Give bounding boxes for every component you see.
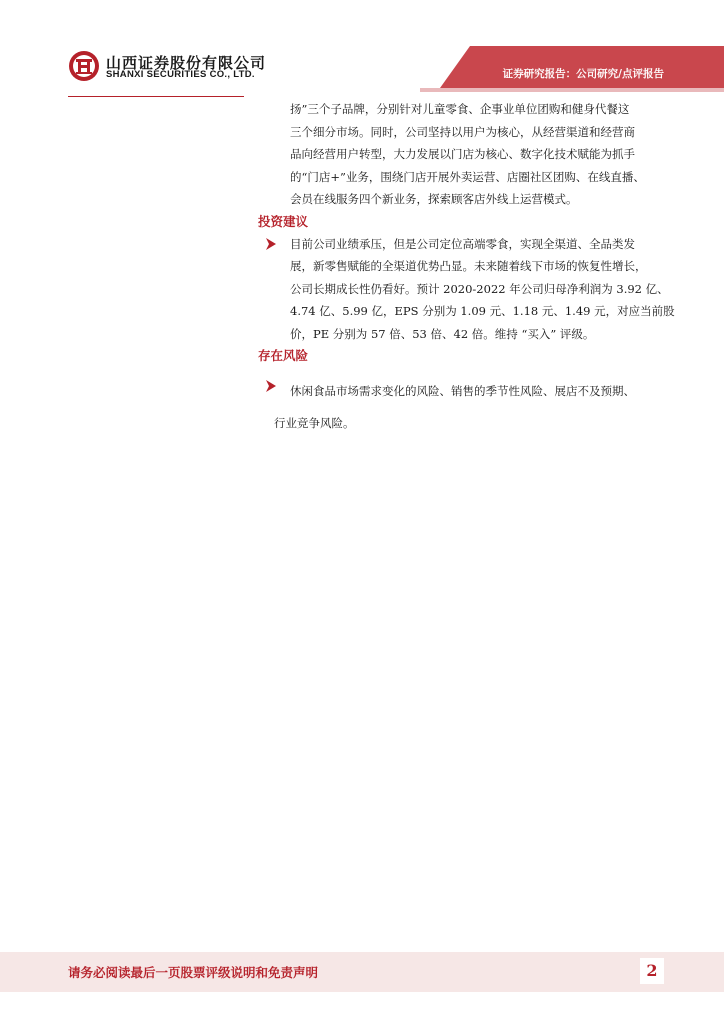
text-line: 休闲食品市场需求变化的风险、销售的季节性风险、展店不及预期、 [290,384,635,398]
text-line: 的“门店+”业务，围绕门店开展外卖运营、店圈社区团购、在线直播、 [290,169,645,184]
company-emblem-icon [68,50,100,82]
text-line: 公司长期成长性仍看好。预计 2020-2022 年公司归母净利润为 3.92 亿、 [290,281,669,296]
text-line: 行业竞争风险。 [274,416,355,430]
report-body [258,98,688,437]
arrow-bullet-icon [266,380,276,392]
investment-bullet [258,233,688,346]
page-number: 2 [640,958,664,984]
text-line: 品向经营用户转型，大力发展以门店为核心、数字化技术赋能为抓手 [290,147,635,161]
company-name-en: SHANXI SECURITIES CO., LTD. [106,69,255,80]
disclaimer-notice: 请务必阅读最后一页股票评级说明和免责声明 [68,965,319,980]
header-divider [68,96,244,97]
text-line: 会员在线服务四个新业务，探索顾客店外线上运营模式。 [290,192,578,206]
company-logo [68,50,278,86]
risk-paragraph [274,377,688,437]
page-footer [0,952,724,992]
arrow-bullet-icon [266,238,276,250]
intro-paragraph [258,98,688,211]
report-type-label: 证券研究报告：公司研究/点评报告 [502,68,664,80]
text-line: 三个细分市场。同时，公司坚持以用户为核心，从经营渠道和经营商 [290,124,635,139]
company-name-cn: 山西证券股份有限公司 [106,54,267,72]
risk-section-title: 存在风险 [258,348,309,363]
text-line: 扬”三个子品牌，分别针对儿童零食、企事业单位团购和健身代餐这 [290,102,630,116]
text-line: 4.74 亿、5.99 亿，EPS 分别为 1.09 元、1.18 元、1.49 元，对应当前股 [290,304,675,318]
text-line: 目前公司业绩承压，但是公司定位高端零食，实现全渠道、全品类发 [290,236,635,251]
text-line: 展，新零售赋能的全渠道优势凸显。未来随着线下市场的恢复性增长， [290,259,647,273]
text-line: 价，PE 分别为 57 倍、53 倍、42 倍。维持 “买入” 评级。 [290,326,595,341]
risk-bullet [258,377,688,437]
investment-paragraph [290,233,688,346]
investment-section-title: 投资建议 [258,213,309,229]
